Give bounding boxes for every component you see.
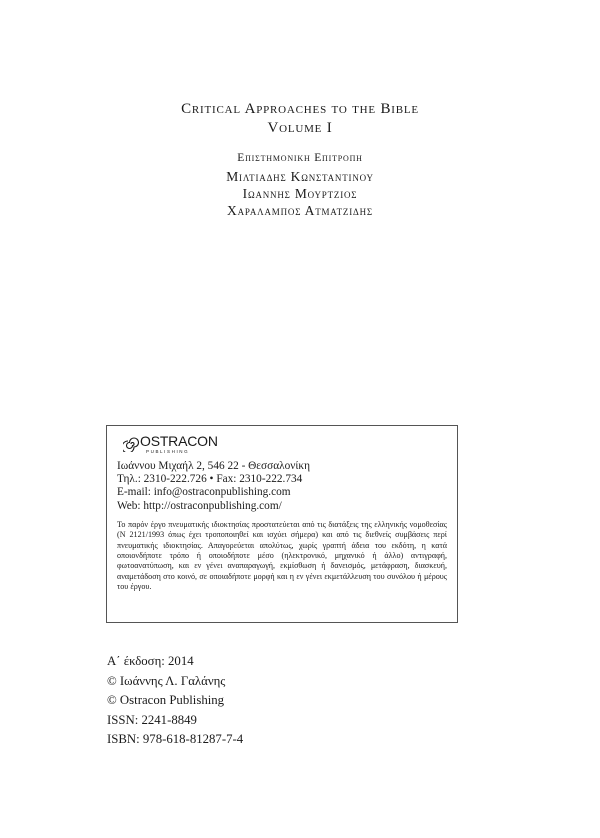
series-title: Critical Approaches to the Bible — [181, 101, 419, 117]
copyright-author: © Ιωάννης Λ. Γαλάνης — [107, 673, 226, 688]
publisher-address: Ιωάννου Μιχαήλ 2, 546 22 - Θεσσαλονίκη — [117, 460, 311, 472]
publisher-box — [106, 425, 458, 623]
publisher-logo — [123, 434, 447, 460]
committee-member: Μιλτιαδης Κωνσταντινου — [226, 169, 374, 184]
copyright-publisher: © Ostracon Publishing — [107, 693, 225, 708]
isbn: ISBN: 978-618-81287-7-4 — [107, 732, 244, 747]
spiral-logo-icon — [123, 436, 139, 452]
logo-subtitle: PUBLISHING — [146, 449, 190, 454]
committee-member: Ιωαννης Μουρτζιος — [242, 186, 358, 201]
title-block — [0, 100, 600, 219]
publisher-email: E-mail: info@ostraconpublishing.com — [117, 486, 291, 499]
publisher-phone: Τηλ.: 2310-222.726 • Fax: 2310-222.734 — [117, 473, 303, 486]
committee-label: Επιστημονικη Επιτροπη — [237, 152, 363, 164]
edition-line: Α΄ έκδοση: 2014 — [107, 654, 194, 668]
volume-label: Volume I — [267, 120, 333, 136]
publisher-web: Web: http://ostraconpublishing.com/ — [117, 499, 282, 512]
edition-info — [107, 652, 243, 750]
issn: ISSN: 2241-8849 — [107, 712, 197, 727]
logo-wordmark: OSTRACON — [140, 433, 218, 449]
committee-member: Χαραλαμπος Ατματζιδης — [227, 203, 373, 218]
copyright-notice: Το παρόν έργο πνευματικής ιδιοκτησίας προστατεύεται από τις διατάξεις της ελληνικής νομοθεσίας (Ν 2121/1993 όπως έχει τροποποιηθεί και ισχύει σήμερα) και από τις διεθνείς συμβάσεις περί πνευματικής ιδιοκτησίας. Απαγορεύεται απολύτως, χωρίς γραπτή άδεια του εκδότη, η κατά οποιονδήποτε τρόπο ή οποιοδήποτε μέσο (ηλεκτρονικό, μηχανικό ή άλλο) αντιγραφή, φωτοανατύπωση, και εν γένει αναπαραγωγή, εκμίσθωση ή δανεισμός, μετάφραση, διασκευή, αναμετάδοση στο κοινό, σε οποιαδήποτε μορφή και η εν γένει εκμετάλλευση του συνόλου ή μέρους του έργου. — [117, 519, 447, 592]
